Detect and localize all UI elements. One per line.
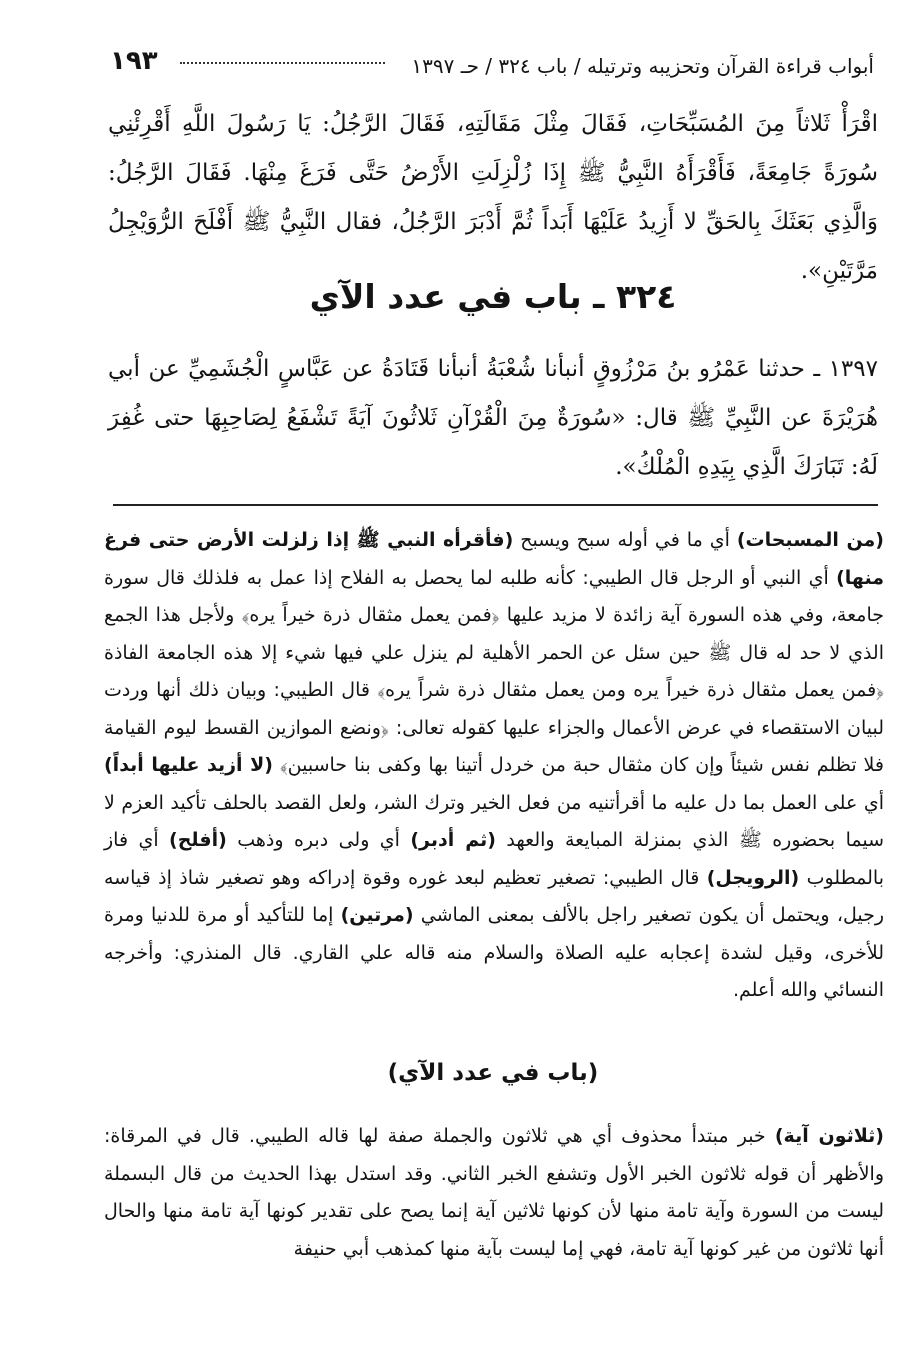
commentary-text: قال الطيبي: تصغير تعظيم لبعد غوره وقوة إدراكه وهو تصغير شاذ إذ قياسه رجيل، ويحتمل أن يكون تصغير راجل بالألف بمعنى الماشي [104,866,884,926]
commentary-text: أي على العمل بما دل عليه ما أقرأتنيه من فعل الخير وترك الشر، ولعل القصد بالحلف تأكيد العزم لا سيما بحضوره ﷺ الذي بمنزلة المبايعة والعهد [104,791,885,851]
hadith-continuation: اقْرَأْ ثَلاثاً مِنَ المُسَبِّحَاتِ، فَقَالَ مِثْلَ مَقَالَتِهِ، فَقَالَ الرَّجُلُ: يَا رَسُولَ اللَّهِ أَقْرِئْنِي سُورَةً جَامِعَةً، فَأَقْرَأَهُ النَّبِيُّ ﷺ إِذَا زُلْزِلَتِ الأَرْضُ حَتَّى فَرَغَ مِنْهَا. فَقَالَ الرَّجُلُ: وَالَّذِي بَعَثَكَ بِالحَقِّ لا أَزِيدُ عَلَيْهَا أَبَداً ثُمَّ أَدْبَرَ الرَّجُلُ، فقال النَّبِيُّ ﷺ أَفْلَحَ الرُّوَيْجِلُ مَرَّتَيْنِ». [108,111,878,284]
commentary-text: أي ولى دبره وذهب [226,829,411,851]
commentary-sub-heading: (باب في عدد الآي) [387,1060,599,1086]
commentary-term: (الرويجل) [706,866,800,889]
commentary-paragraph [104,1118,884,1268]
commentary-text: خبر مبتدأ محذوف أي هي ثلاثون والجملة صفة لها قاله الطيبي. قال في المرقاة: والأظهر أن قوله ثلاثون الخبر الأول وتشفع الخبر الثاني. وقد استدل بهذا الحديث من قال البسملة ليست من السورة وآية تامة منها لأن كونها ثلاثين آية إنما يصح على تقدير كونها آية تامة منها والحال أنها ثلاثون من غير كونها آية تامة، فهي إما ليست بآية منها كمذهب أبي حنيفة [104,1125,884,1260]
chapter-title: ٣٢٤ ـ باب في عدد الآي [309,277,677,316]
commentary-text: أي النبي أو الرجل قال الطيبي: كأنه طلبه لما يحصل به الفلاح إذا عمل به فلذلك قال سورة جامعة، وفي هذه السورة آية زائدة لا مزيد عليها ﴿فمن يعمل مثقال ذرة خيراً يره﴾ ولأجل هذا الجمع الذي لا حد له قال ﷺ حين سئل عن الحمر الأهلية لم ينزل علي فيها شيء إلا هذه الجامعة الفاذة ﴿فمن يعمل مثقال ذرة خيراً يره ومن يعمل مثقال ذرة شراً يره﴾ قال الطيبي: وبيان ذلك أنها وردت لبيان الاستقصاء في عرض الأعمال والجزاء عليها كقوله تعالى: ﴿ونضع الموازين القسط ليوم القيامة فلا تظلم نفس شيئاً وإن كان مثقال حبة من خردل أتينا بها وكفى بنا حاسبين﴾ [104,566,884,776]
commentary-text: إما للتأكيد أو مرة للدنيا ومرة للأخرى، وقيل لشدة إعجابه عليه الصلاة والسلام منه قاله علي القاري. قال المنذري: وأخرجه النسائي والله أعلم. [104,904,884,1001]
page-number: ١٩٣ [110,46,158,76]
commentary-term: (ثم أدبر) [410,829,496,851]
commentary-term: (فأقرأه النبي ﷺ إذا زلزلت الأرض حتى فرغ منها) [104,529,884,589]
commentary-text: أي فاز بالمطلوب [104,829,885,889]
running-head: أبواب قراءة القرآن وتحزيبه وترتيله / باب ٣٢٤ / حـ ١٣٩٧ [411,54,874,78]
footnote-separator [113,504,878,506]
commentary-term: (أفلح) [169,829,227,851]
commentary-paragraph [104,522,884,1010]
commentary-term: (ثلاثون آية) [774,1125,884,1147]
commentary-term: (مرتين) [340,904,414,926]
commentary-term: (من المسبحات) [736,529,884,551]
commentary-text: أي ما في أوله سبح ويسبح [513,529,737,551]
page-header [110,38,880,78]
hadith-1397: ١٣٩٧ ـ حدثنا عَمْرُو بنُ مَرْزُوقٍ أنبأنا شُعْبَةُ أنبأنا قَتَادَةُ عن عَبَّاسٍ الْجُشَمِيِّ عن أبي هُرَيْرَةَ عن النَّبِيِّ ﷺ قال: «سُورَةٌ مِنَ الْقُرْآنِ ثَلاثُونَ آيَةً تَشْفَعُ لِصَاحِبِهَا حتى غُفِرَ لَهُ: تَبَارَكَ الَّذِي بِيَدِهِ الْمُلْكُ». [108,356,878,480]
leader-dots [180,62,385,64]
commentary-term: (لا أزيد عليها أبداً) [104,754,273,776]
